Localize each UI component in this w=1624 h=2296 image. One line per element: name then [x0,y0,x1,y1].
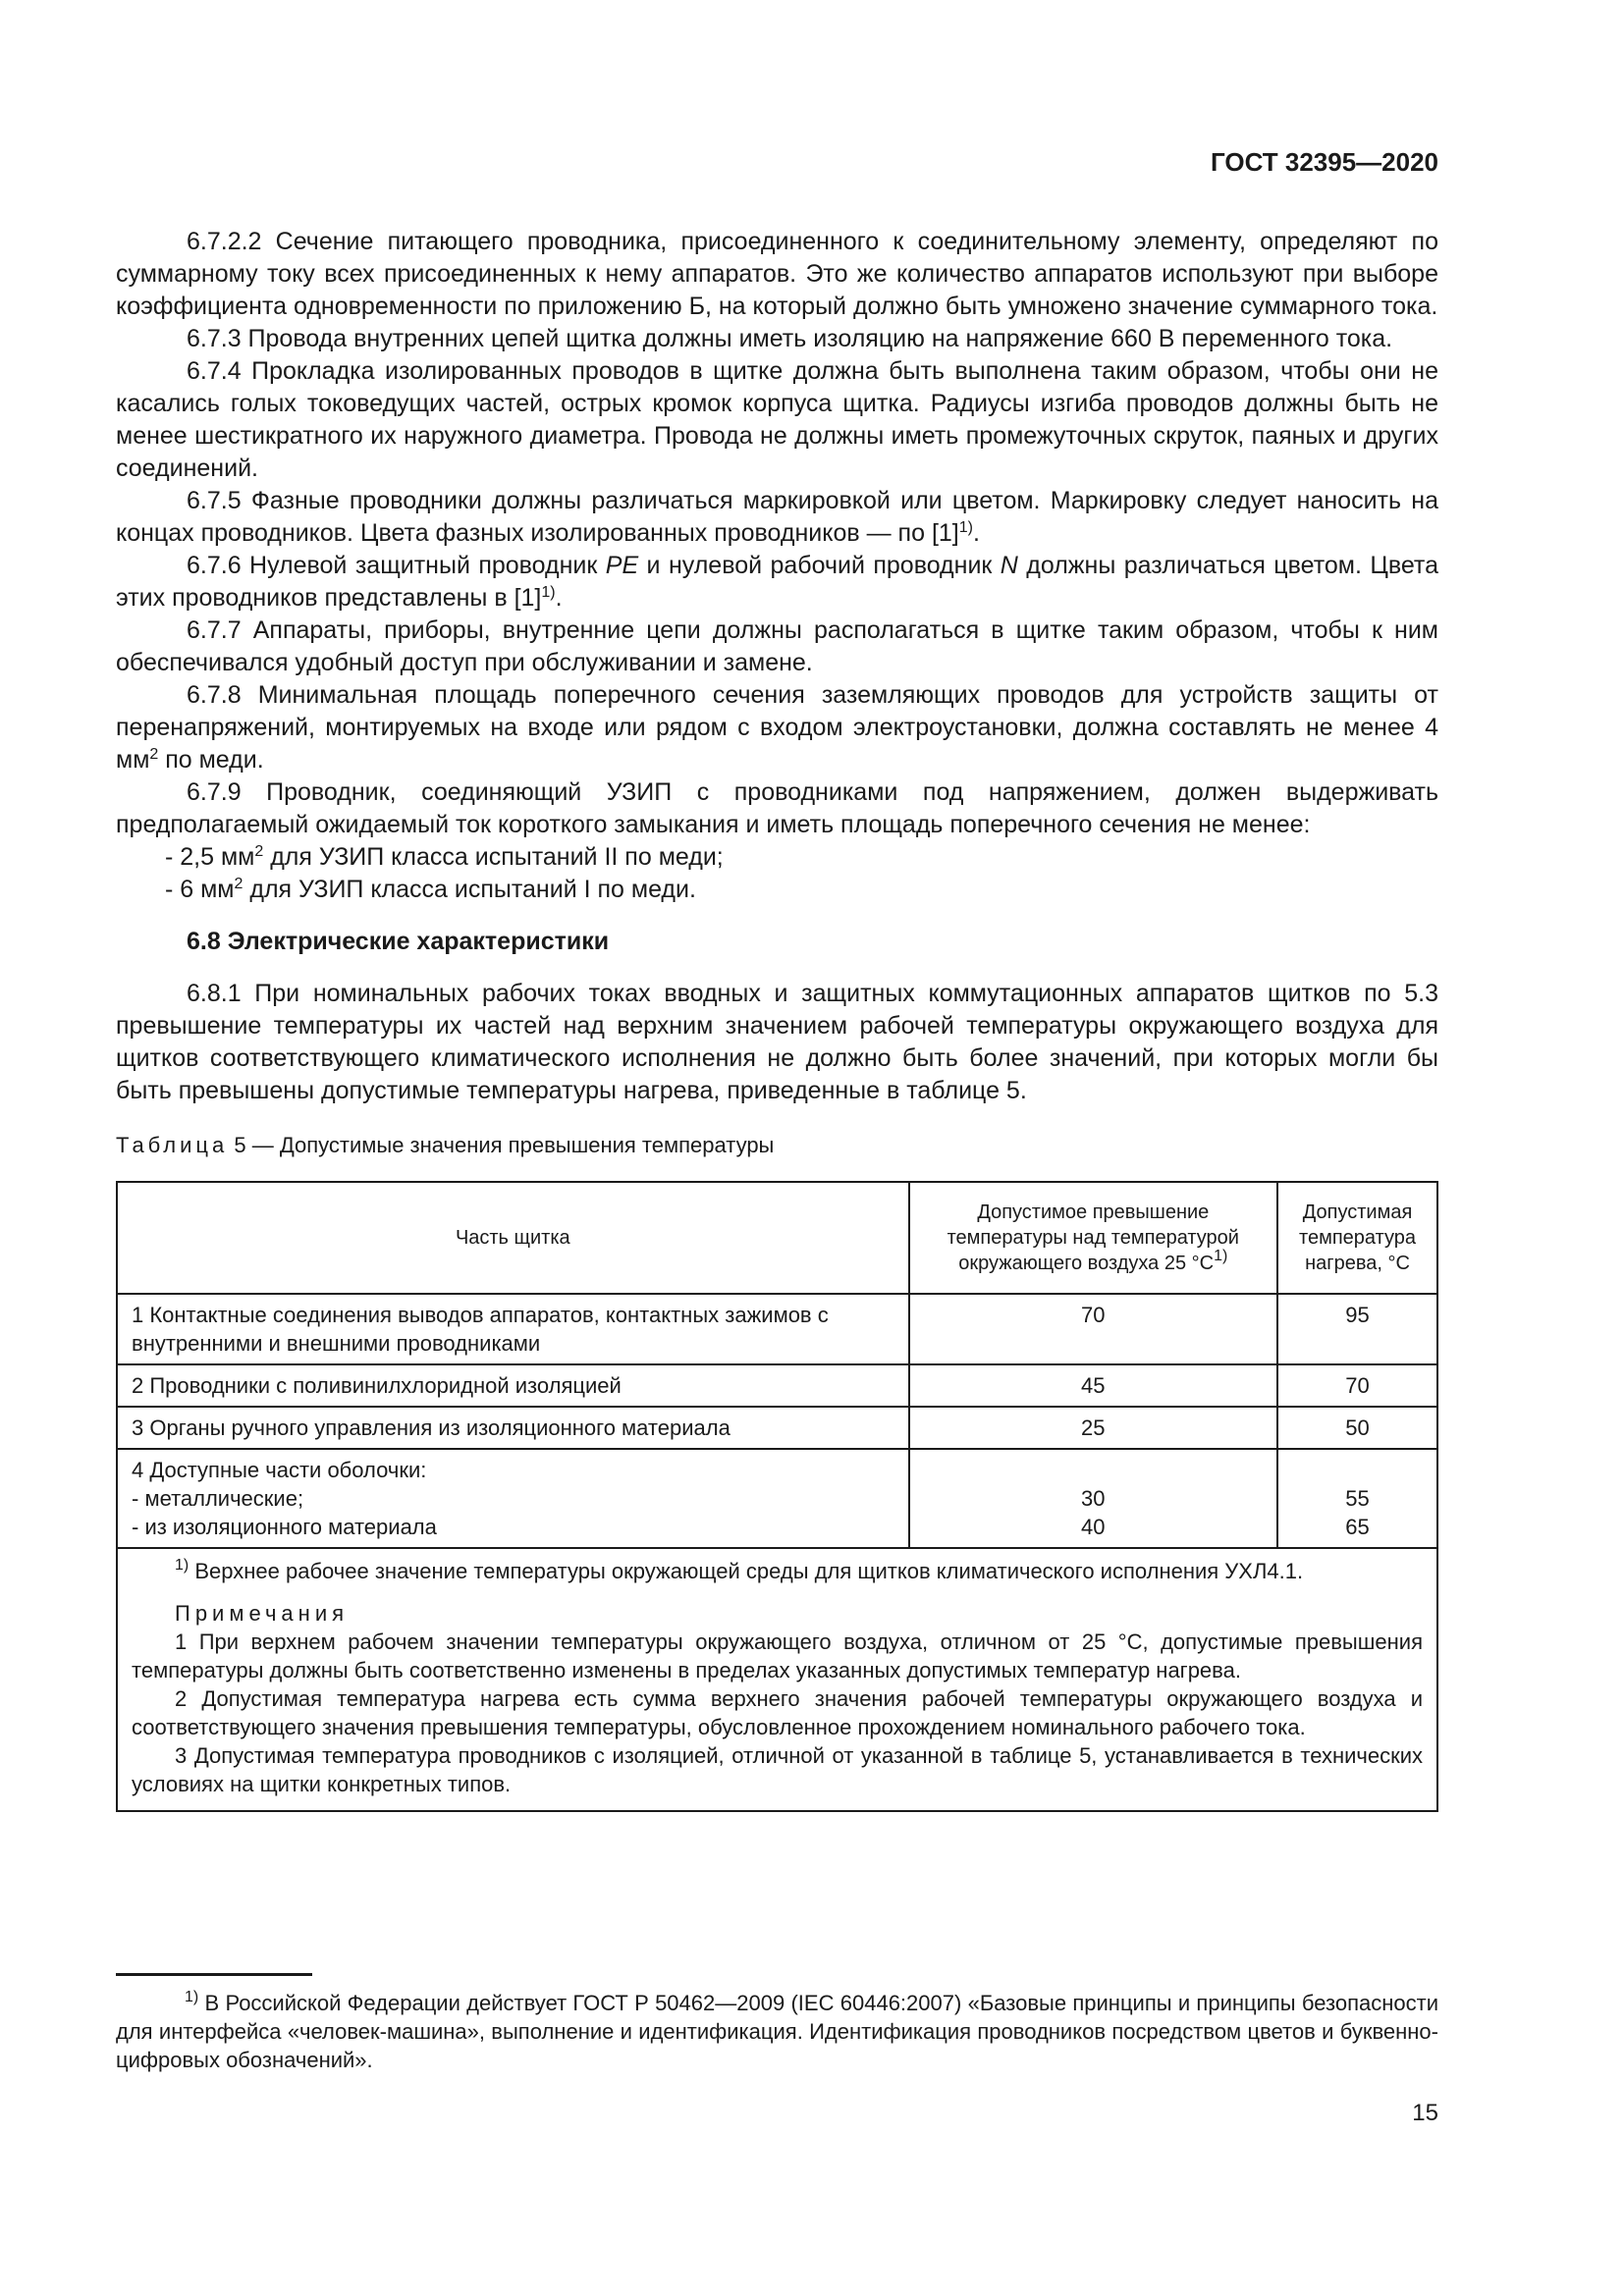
cell-line: 65 [1345,1515,1370,1539]
header-part: Часть щитка [117,1182,909,1294]
cell-line: 40 [1081,1515,1106,1539]
header-rise-text: Допустимое превышение температуры над температурой окружающего воздуха 25 °С [947,1201,1239,1274]
paragraph-6-7-2-2: 6.7.2.2 Сечение питающего проводника, присоединенного к соединительному элементу, определяют по суммарному току всех присоединенных к нему аппаратов. Это же количество аппаратов используют при выборе коэффициента одновременности по приложению Б, на который должно быть умножено значение суммарного тока. [116,228,1438,320]
footnote-ref: 1) [185,1989,199,2005]
square-superscript: 2 [234,876,244,892]
paragraph-6-7-6: 6.7.6 Нулевой защитный проводник PE и нулевой рабочий проводник N должны различаться цветом. Цвета этих проводников представлены в $[1]^{1)}$. [116,552,1438,612]
footnote-separator [116,1973,312,1976]
notes-title [132,1599,1423,1628]
table-row [117,1364,1437,1407]
list-item-text: - 6 мм [165,876,235,903]
main-text [116,226,1438,1812]
document-code: ГОСТ 32395—2020 [1211,147,1438,177]
cell-rise: 25 [909,1407,1277,1449]
paragraph-6-7-4: 6.7.4 Прокладка изолированных проводов в щитке должна быть выполнена таким образом, чтобы они не касались голых токоведущих частей, острых кромок корпуса щитка. Радиусы изгиба проводов должны быть не менее шестикратного их наружного диаметра. Провода не должны иметь промежуточных скруток, паяных и других соединений. [116,357,1438,482]
table-caption-text: 5 — Допустимые значения превышения температуры [228,1133,775,1157]
pe-symbol: PE [605,552,639,579]
paragraph-text: и нулевой рабочий проводник [638,552,1001,579]
table-notes-row [117,1548,1437,1811]
paragraph-6-7-8 [116,679,1438,776]
list-item-text: - 2,5 мм [165,843,255,871]
cell-line: 4 Доступные части оболочки: [132,1458,427,1482]
table-header-row [117,1182,1437,1294]
paragraph-6-7-7: 6.7.7 Аппараты, приборы, внутренние цепи должны располагаться в щитке таким образом, чтобы к ним обеспечивался удобный доступ при обслуживании и замене. [116,616,1438,676]
cell-line: 30 [1081,1486,1106,1511]
cell-part [117,1449,909,1548]
page-footnote [116,1989,1438,2074]
cell-rise [909,1449,1277,1548]
temperature-table [116,1181,1438,1812]
paragraph-6-8-1: 6.8.1 При номинальных рабочих токах вводных и защитных коммутационных аппаратов щитков по 5.3 превышение температуры их частей над верхним значением рабочей температуры окружающего воздуха для щитков соответствующего климатического исполнения не должно быть более значений, при которых могли бы быть превышены допустимые температуры нагрева, приведенные в таблице 5. [116,980,1438,1104]
cell-rise: 70 [909,1294,1277,1364]
footnote-ref: 1) [541,584,556,601]
list-item-text: для УЗИП класса испытаний II по меди; [263,843,724,871]
paragraph-text: по меди. [158,746,264,774]
cell-rise: 45 [909,1364,1277,1407]
note-item: 3 Допустимая температура проводников с изоляцией, отличной от указанной в таблице 5, устанавливается в технических условиях на щитки конкретных типов. [132,1743,1423,1796]
notes-title-text: Примечания [175,1601,350,1626]
paragraph-6-7-9: 6.7.9 Проводник, соединяющий УЗИП с проводниками под напряжением, должен выдерживать предполагаемый ожидаемый ток короткого замыкания и иметь площадь поперечного сечения не менее: [116,778,1438,838]
table-row [117,1407,1437,1449]
footnote-ref: 1) [958,519,973,536]
note-item: 2 Допустимая температура нагрева есть сумма верхнего значения рабочей температуры окружающего воздуха и соответствующего значения превышения температуры, обусловленное прохождением номинального рабочего тока. [132,1686,1423,1739]
table-footnote [132,1557,1423,1585]
table-row [117,1449,1437,1548]
footnote-ref: 1) [175,1557,189,1574]
cell-max: 95 [1277,1294,1437,1364]
paragraph-6-7-5: 6.7.5 Фазные проводники должны различаться маркировкой или цветом. Маркировку следует наносить на концах проводников. Цвета фазных изолированных проводников — по $[1]^{1)}$. [116,487,1438,547]
section-heading-6-8: 6.8 Электрические характеристики [187,928,610,955]
cell-part: 1 Контактные соединения выводов аппаратов, контактных зажимов с внутренними и внешними проводниками [117,1294,909,1364]
table-row [117,1294,1437,1364]
list-item [116,841,1438,874]
table-caption [116,1129,1438,1161]
footnote-ref: 1) [1214,1248,1228,1264]
header-rise [909,1182,1277,1294]
cell-line: - из изоляционного материала [132,1515,437,1539]
paragraph-text: 6.7.6 Нулевой защитный проводник [187,552,606,579]
square-superscript: 2 [254,843,264,860]
paragraph-6-7-3: 6.7.3 Провода внутренних цепей щитка должны иметь изоляцию на напряжение 660 В переменного тока. [187,325,1393,352]
cell-line: - металлические; [132,1486,304,1511]
list-item-text: для УЗИП класса испытаний I по меди. [243,876,696,903]
page-footnote-text: В Российской Федерации действует ГОСТ Р 50462—2009 (IEC 60446:2007) «Базовые принципы и принципы безопасности для интерфейса «человек-машина», выполнение и идентификация. Идентификация проводников посредством цветов и буквенно-цифровых обозначений». [116,1991,1438,2072]
cell-max: 50 [1277,1407,1437,1449]
paragraph-text: должны различаться цветом. Цвета этих проводников представлены в [1] [116,552,1438,612]
cell-part: 3 Органы ручного управления из изоляционного материала [117,1407,909,1449]
cell-max: 70 [1277,1364,1437,1407]
paragraph-text: 6.7.8 Минимальная площадь поперечного сечения заземляющих проводов для устройств защиты от перенапряжений, монтируемых на входе или рядом с входом электроустановки, должна составлять не менее 4 мм [116,681,1438,774]
page-footnote-paragraph [116,1989,1438,2074]
table-notes [117,1548,1437,1811]
paragraph-text: 6.7.5 Фазные проводники должны различаться маркировкой или цветом. Маркировку следует наносить на концах проводников. Цвета фазных изолированных проводников — по [1] [116,487,1438,547]
cell-max [1277,1449,1437,1548]
page-number: 15 [1412,2100,1438,2126]
cell-line: 55 [1345,1486,1370,1511]
table-caption-word: Таблица [116,1133,229,1157]
cell-part: 2 Проводники с поливинилхлоридной изоляцией [117,1364,909,1407]
table-footnote-text: Верхнее рабочее значение температуры окружающей среды для щитков климатического исполнения УХЛ4.1. [189,1559,1304,1583]
square-superscript: 2 [149,746,159,763]
note-item: 1 При верхнем рабочем значении температуры окружающего воздуха, отличном от 25 °С, допустимые превышения температуры должны быть соответственно изменены в пределах указанных допустимых температур нагрева. [132,1629,1423,1682]
header-max: Допустимая температура нагрева, °С [1277,1182,1437,1294]
n-symbol: N [1000,552,1018,579]
list-item [116,874,1438,906]
